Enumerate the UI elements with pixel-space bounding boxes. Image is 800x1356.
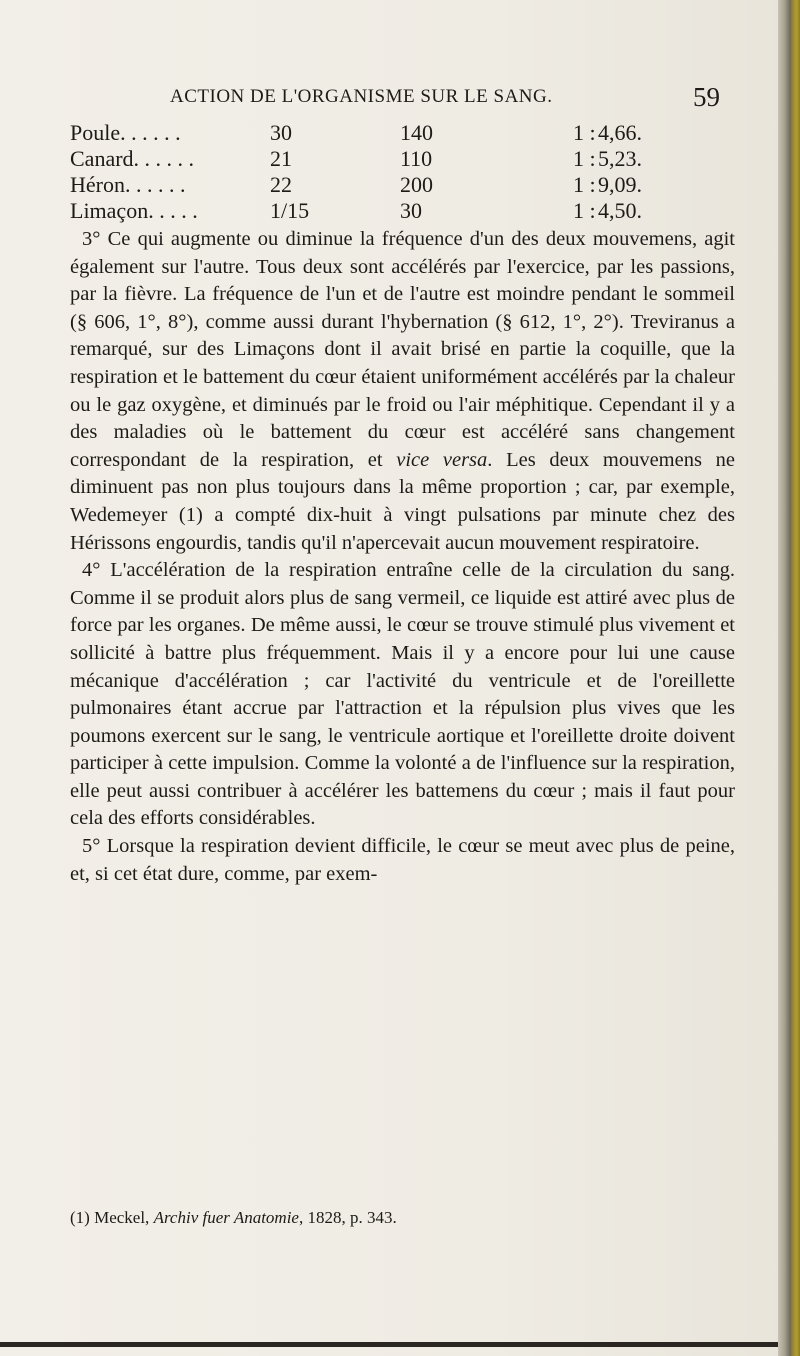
body-text	[70, 226, 735, 888]
footnote-start: (1) Meckel,	[70, 1208, 154, 1227]
table-row	[70, 146, 735, 172]
value-a: 21	[270, 146, 292, 171]
book-binding-edge	[778, 0, 800, 1356]
ratio-prefix: 1 :	[573, 172, 596, 197]
ratio-prefix: 1 :	[573, 120, 596, 145]
page-bottom-edge	[0, 1342, 780, 1347]
ratio-value: 5,23.	[598, 146, 642, 171]
paragraph-3-text: 3° Ce qui augmente ou diminue la fréquence d'un des deux mouvemens, agit également sur l'autre. Tous deux sont accélérés par l'exercice, par les passions, par la fièvre. La fréquence de l'un et de l'autre est moindre pendant le sommeil (§ 606, 1°, 8°), comme aussi durant l'hybernation (§ 612, 1°, 2°). Treviranus a remarqué, sur des Limaçons dont il avait brisé en partie la coquille, que la respiration et le battement du cœur étaient uniformément accélérés par la chaleur ou le gaz oxygène, et diminués par le froid ou l'air méphitique. Cependant il y a des maladies où le battement du cœur est accéléré sans changement correspondant de la respiration, et	[70, 228, 735, 471]
value-b: 110	[400, 146, 433, 171]
footnote	[70, 1208, 735, 1228]
value-a: 1/15	[270, 198, 310, 223]
value-b: 30	[400, 198, 422, 223]
ratio-value: 9,09.	[598, 172, 642, 197]
paragraph-3-end: . Les deux mouvemens ne diminuent pas non plus toujours dans la même proportion ; car, par exemple, Wedemeyer (1) a compté dix-huit à vingt pulsations par minute chez des Hérissons engourdis, tandis qu'il n'apercevait aucun mouvement respiratoire.	[70, 448, 735, 554]
running-title: ACTION DE L'ORGANISME SUR LE SANG.	[170, 86, 553, 107]
ratio-value: 4,50.	[598, 198, 642, 223]
respiration-table	[70, 120, 735, 224]
table-row	[70, 172, 735, 198]
footnote-italic: Archiv fuer Anatomie	[153, 1208, 299, 1227]
paragraph-3-italic: vice versa	[396, 448, 488, 471]
page-number: 59	[693, 82, 720, 112]
ratio-value: 4,66.	[598, 120, 642, 145]
animal-name: Héron. . . . . .	[70, 172, 186, 197]
paragraph-3	[70, 226, 735, 557]
value-b: 140	[400, 120, 433, 145]
paragraph-4: 4° L'accélération de la respiration entraîne celle de la circulation du sang. Comme il se produit alors plus de sang vermeil, ce liquide est attiré avec plus de force par les organes. De même aussi, le cœur se trouve stimulé plus vivement et sollicité à battre plus fréquemment. Mais il y a encore pour lui une cause mécanique d'accélération ; car l'activité du ventricule et de l'oreillette pulmonaires étant accrue par l'attraction et la répulsion plus vives que les poumons exercent sur le sang, le ventricule aortique et l'oreillette droite doivent participer à cette impulsion. Comme la volonté a de l'influence sur la respiration, elle peut aussi contribuer à accélérer les battemens du cœur ; mais il faut pour cela des efforts considérables.	[70, 559, 735, 830]
animal-name: Poule. . . . . .	[70, 120, 181, 145]
ratio-prefix: 1 :	[573, 198, 596, 223]
value-a: 30	[270, 120, 292, 145]
paragraph-5: 5° Lorsque la respiration devient difficile, le cœur se meut avec plus de peine, et, si cet état dure, comme, par exem-	[70, 835, 735, 885]
animal-name: Limaçon. . . . .	[70, 198, 198, 223]
table-row	[70, 120, 735, 146]
value-a: 22	[270, 172, 292, 197]
page-header	[150, 82, 730, 114]
footnote-end: , 1828, p. 343.	[298, 1208, 397, 1227]
table-row	[70, 198, 735, 224]
ratio-prefix: 1 :	[573, 146, 596, 171]
animal-name: Canard. . . . . .	[70, 146, 195, 171]
value-b: 200	[400, 172, 433, 197]
